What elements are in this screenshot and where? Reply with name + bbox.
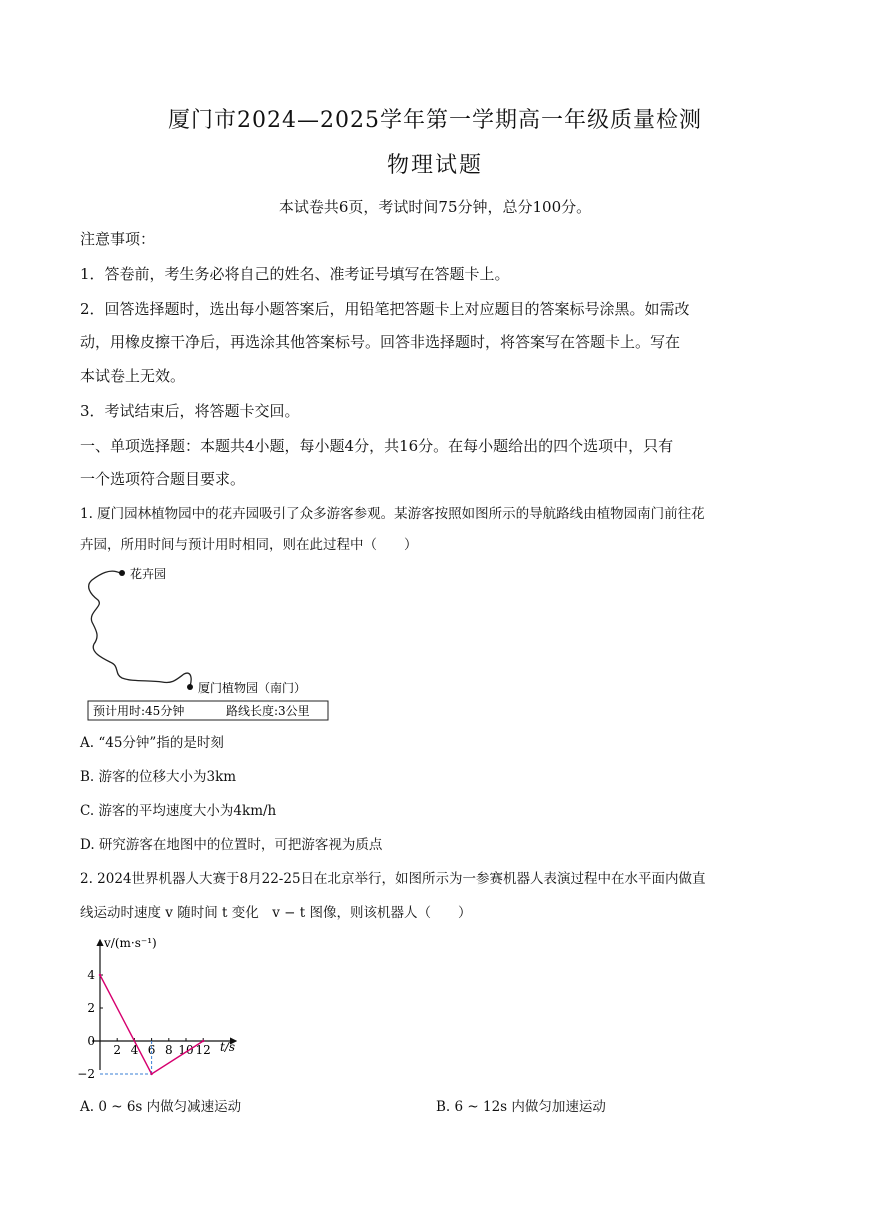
route-map-svg — [80, 562, 340, 722]
section-1-line-1: 一、单项选择题：本题共4小题，每小题4分，共16分。在每小题给出的四个选项中，只有 — [80, 437, 674, 455]
map-info-length: 路线长度:3公里 — [226, 704, 310, 718]
velocity-data-point — [99, 974, 101, 976]
q2-vt-chart — [77, 930, 252, 1082]
exam-title: 厦门市2024—2025学年第一学期高一年级质量检测 — [168, 108, 702, 133]
notice-item-1: 1．答卷前，考生务必将自己的姓名、准考证号填写在答题卡上。 — [80, 265, 510, 283]
q2-option-a: A. 0 ~ 6s 内做匀减速运动 — [80, 1099, 242, 1115]
x-tick-label: 12 — [195, 1043, 211, 1057]
notice-item-2-line-2: 动，用橡皮擦干净后，再选涂其他答案标号。回答非选择题时，将答案写在答题卡上。写在 — [80, 333, 681, 351]
x-tick-label: 6 — [147, 1043, 156, 1057]
route-path — [89, 571, 191, 686]
q2-option-b: B. 6 ~ 12s 内做匀加速运动 — [436, 1099, 606, 1115]
exam-info: 本试卷共6页，考试时间75分钟，总分100分。 — [278, 198, 592, 216]
q1-stem-line-2: 卉园，所用时间与预计用时相同，则在此过程中（ ） — [80, 537, 418, 553]
velocity-data-point — [202, 1040, 204, 1042]
notice-item-2-line-1: 2．回答选择题时，选出每小题答案后，用铅笔把答题卡上对应题目的答案标号涂黑。如需改 — [80, 300, 690, 318]
notice-item-2-line-3: 本试卷上无效。 — [80, 367, 186, 385]
q1-option-b: B. 游客的位移大小为3km — [80, 769, 237, 785]
q2-stem-line-1: 2. 2024世界机器人大赛于8月22-25日在北京举行，如图所示为一参赛机器人表演过程中在水平面内做直 — [80, 871, 706, 887]
exam-subtitle: 物理试题 — [386, 153, 483, 178]
y-tick-label: 4 — [87, 968, 95, 982]
x-tick-label: 8 — [164, 1043, 173, 1057]
map-label-garden: 花卉园 — [130, 567, 167, 581]
vt-chart-svg — [77, 930, 252, 1082]
q1-stem-line-1: 1. 厦门园林植物园中的花卉园吸引了众多游客参观。某游客按照如图所示的导航路线由植物园南门前往花 — [80, 506, 705, 522]
y-tick-label: 2 — [87, 1001, 95, 1015]
q1-option-d: D. 研究游客在地图中的位置时，可把游客视为质点 — [80, 837, 383, 853]
x-tick-label: 2 — [113, 1043, 122, 1057]
y-tick-label: 0 — [87, 1034, 95, 1048]
route-start-dot — [187, 684, 193, 690]
velocity-series-line — [100, 975, 203, 1074]
q1-option-a: A. “45分钟”指的是时刻 — [80, 735, 224, 751]
notice-heading: 注意事项： — [80, 230, 156, 248]
map-label-gate: 厦门植物园（南门） — [198, 681, 307, 695]
x-tick-label: 4 — [130, 1043, 139, 1057]
q2-stem-line-2: 线运动时速度 v 随时间 t 变化 v − t 图像，则该机器人（ ） — [80, 905, 472, 921]
notice-item-3: 3．考试结束后，将答题卡交回。 — [80, 402, 300, 420]
y-axis-label: v/(m·s⁻¹) — [104, 936, 157, 950]
q1-option-c: C. 游客的平均速度大小为4km/h — [80, 803, 277, 819]
map-info-time: 预计用时:45分钟 — [93, 704, 185, 718]
x-axis-label: t/s — [220, 1040, 236, 1054]
x-tick-label: 10 — [178, 1043, 194, 1057]
q1-route-map — [80, 562, 340, 722]
section-1-line-2: 一个选项符合题目要求。 — [80, 470, 246, 488]
route-end-dot — [119, 570, 125, 576]
y-tick-label: −2 — [77, 1067, 95, 1081]
velocity-data-point — [150, 1073, 152, 1075]
